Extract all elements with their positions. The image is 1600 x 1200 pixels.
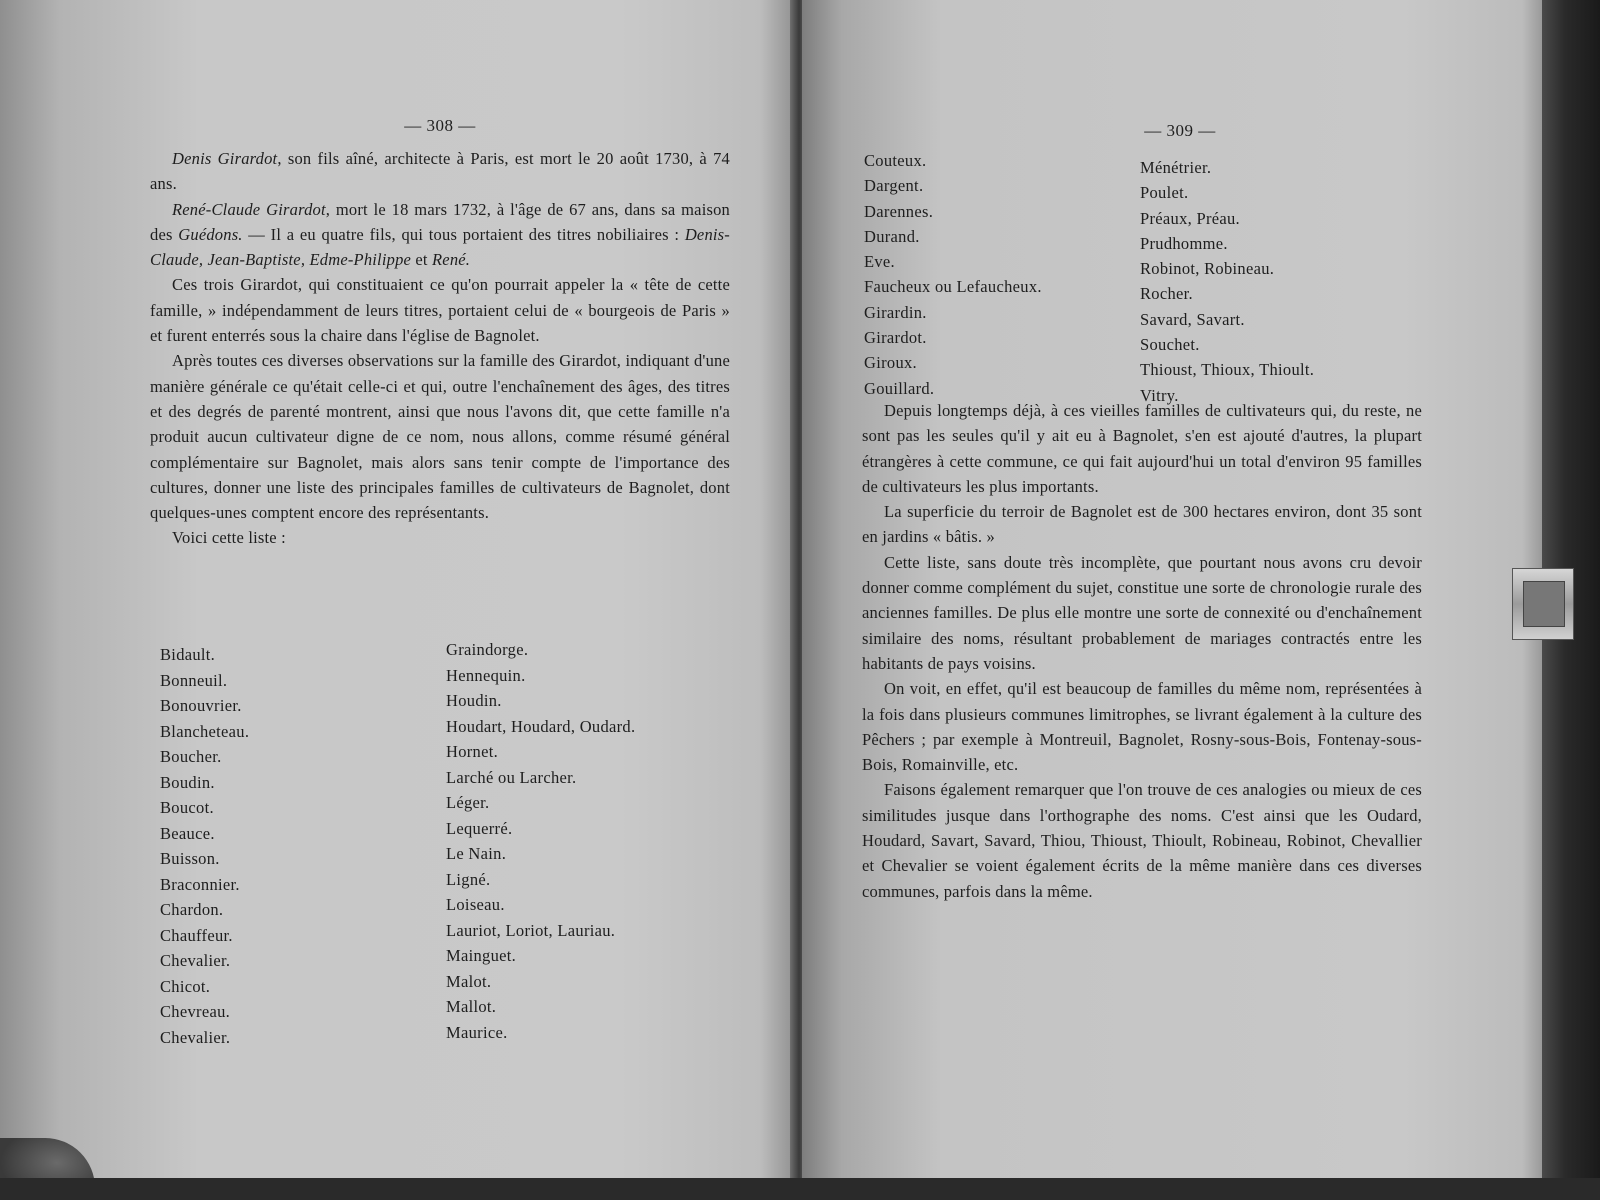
family-list-column-1 [160,642,249,1050]
list-item: Chevreau. [160,1002,231,1021]
list-item: Bonouvrier. [160,696,242,715]
list-item: Lequerré. [446,818,513,838]
list-item: Beauce. [160,823,215,843]
list-item: Chevalier. [160,1027,231,1047]
list-item: Houdart, Houdard, Oudard. [446,716,636,736]
list-item: Chicot. [160,976,211,996]
paragraph [150,197,730,273]
list-item: Préaux, Préau. [1140,208,1240,228]
list-item: Robinot, Robineau. [1140,259,1275,279]
list-item: Girardin. [864,302,927,322]
paragraph: La superficie du terroir de Bagnolet est de 300 hectares environ, dont 35 sont en jardins « bâtis. » [862,502,1422,547]
list-item: Houdin. [446,691,502,710]
italic-text: René. [432,250,471,270]
list-item: Malot. [446,971,492,991]
list-item: Dargent. [864,176,924,196]
list-item: Le Nain. [446,844,507,863]
list-item: Giroux. [864,353,917,373]
bottom-shadow [0,1178,1600,1200]
page-clip [1512,568,1574,640]
list-item: Poulet. [1140,183,1189,203]
list-item: Hornet. [446,742,499,761]
list-item: Braconnier. [160,874,240,894]
list-item: Lauriot, Loriot, Lauriau. [446,920,616,940]
right-page [802,0,1542,1180]
list-item: Buisson. [160,849,220,868]
list-item: Larché ou Larcher. [446,767,577,787]
text-segment: — Il a eu quatre fils, qui tous portaient des titres nobiliaires : [242,224,685,244]
list-item: Ménétrier. [1140,158,1212,177]
list-item: Maurice. [446,1022,508,1042]
list-item: Blancheteau. [160,721,250,741]
text-segment: et [411,250,433,270]
text-segment: , son fils aîné, architecte à Paris, est mort le 20 août 1730, à 74 ans. [150,149,730,194]
list-item: Eve. [864,252,895,272]
list-item: Graindorge. [446,640,529,659]
list-item: Chardon. [160,900,224,919]
list-item: Durand. [864,226,920,246]
list-item: Chauffeur. [160,925,233,945]
text-segment: , mort le 18 mars 1732, à l'âge de 67 ans, dans sa maison des [150,199,730,244]
paragraph [150,348,730,525]
paragraph: On voit, en effet, qu'il est beaucoup de familles du même nom, représentées à la fois dans plusieurs communes limitrophes, se livrant également à la culture des Pêchers ; par exemple à Montreuil, Bagnolet, Rosny-sous-Bois, Fontenay-sous-Bois, Romainville, etc. [862,679,1422,775]
list-item: Boucot. [160,798,214,817]
paragraph [150,525,730,550]
family-list-column-2 [446,637,635,1045]
list-item: Rocher. [1140,284,1193,304]
italic-text: Guédons. [178,224,243,244]
list-item: Darennes. [864,201,934,221]
paragraph: Depuis longtemps déjà, à ces vieilles familles de cultivateurs qui, du reste, ne sont pas les seules qu'il y ait eu à Bagnolet, s'en est ajouté d'autres, la plupart étrangères à cette commune, ce qui fait aujourd'hui un total d'environ 95 familles de cultivateurs les plus importants. [862,401,1422,496]
list-item: Boucher. [160,747,222,766]
list-item: Mainguet. [446,946,517,965]
list-item: Léger. [446,793,490,812]
italic-text: Denis-Claude, Jean-Baptiste, Edme-Philippe [150,224,731,270]
list-item: Prudhomme. [1140,233,1228,253]
list-item: Chevalier. [160,951,231,970]
left-page [0,0,800,1180]
list-item: Boudin. [160,772,215,792]
paragraph: Faisons également remarquer que l'on trouve de ces analogies ou mieux de ces similitudes jusque dans l'orthographe des noms. C'est ainsi que les Oudard, Houdard, Savart, Savard, Thiou, Thioust, Thioult, Robineau, Robinot, Chevallier et Chevalier se voient également écrits de la même manière dans ces diverses communes, parfois dans la même. [862,780,1422,901]
text-segment: Ces trois Girardot, qui constituaient ce qu'on pourrait appeler la « tête de cette famille, » indépendamment de leurs titres, portaient celui de « bourgeois de Paris » et furent enterrés sous la chaire dans l'église de Bagnolet. [150,275,730,346]
list-item: Souchet. [1140,335,1200,355]
list-item: Vitry. [1140,385,1179,405]
page-number-left: — 308 — [404,116,476,135]
right-page-text [862,398,1422,904]
italic-text: René-Claude Girardot [172,199,326,219]
paragraph: Cette liste, sans doute très incomplète, que pourtant nous avons cru devoir donner comme complément du sujet, constitue une sorte de chronologie rurale des anciennes familles. De plus elle montre une sorte de connexité ou d'enchaînement similaire des noms, résultant probablement de mariages contractés entre les habitants de pays voisins. [862,552,1422,673]
paragraph [150,146,730,197]
list-item: Girardot. [864,328,927,348]
paragraph [150,272,730,348]
left-page-text [150,146,730,551]
list-item: Couteux. [864,151,927,170]
list-item: Mallot. [446,997,497,1016]
list-item: Bidault. [160,645,216,664]
list-item: Faucheux ou Lefaucheux. [864,277,1042,297]
text-segment: Après toutes ces diverses observations sur la famille des Girardot, indiquant d'une manière générale ce qu'était celle-ci et qui, outre l'enchaînement des âges, des titres et des degrés de parenté montrent, ainsi que nous l'avons dit, que cette famille n'a produit aucun cultivateur digne de ce nom, nous allons, comme résumé général complémentaire sur Bagnolet, mais alors sans tenir compte de l'importance des cultures, donner une liste des principales familles de cultivateurs de Bagnolet, dont quelques-unes comptent encore des représentants. [150,351,730,523]
list-item: Loiseau. [446,895,505,914]
family-list-column-3 [864,148,1042,401]
family-list-column-4 [1140,155,1314,408]
list-item: Gouillard. [864,378,935,398]
list-item: Hennequin. [446,665,526,685]
text-segment: Voici cette liste : [172,528,286,548]
list-item: Thioust, Thioux, Thioult. [1140,360,1315,380]
italic-text: Denis Girardot [172,149,278,168]
list-item: Savard, Savart. [1140,309,1245,329]
list-item: Ligné. [446,869,491,889]
page-number-right: — 309 — [1144,121,1216,140]
list-item: Bonneuil. [160,670,228,690]
